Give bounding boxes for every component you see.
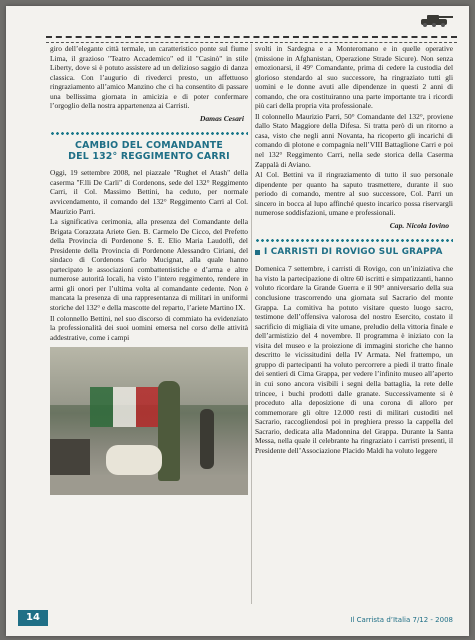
article-paragraph: svolti in Sardegna e a Monteromano e in quelle operative (missione in Afghanistan, Operazione Strade Sicure). Non senza emozionarsi, il 49° Comandante, prima di cedere la custodia del glorioso stendardo al suo successore, ha ringraziato tutti gli uomini e le donne avuti alle dipendenze in questi 2 anni di comando, che ora costituiranno una parte importante tra i ricordi più cari della propria vita professionale. [255,44,453,111]
photo-flag [90,387,160,427]
article-paragraph: Domenica 7 settembre, i carristi di Rovigo, con un’iniziativa che ha visto la partecipazione di oltre 60 iscritti e simpatizzanti, hanno voluto ricordare la Grande Guerra e il 90° anniversario della sua conclusione trascorrendo una giornata sul Sacrario del monte Grappa. La comitiva ha potuto visitare questo luogo sacro, testimone dell’offensiva valorosa del nostro Esercito, costato il sacrificio di migliaia di vite umane, preludio della vittoria finale e dell’armistizio del 4 novembre. Il programma è iniziato con la visita del museo e la proiezione di immagini storiche che hanno descritto le vicissitudini della IV Armata. Nel frattempo, un gruppo di partecipanti ha voluto percorrere a piedi il tratto finale dei sentieri di Cima Grappa, per vedere l’infinito museo all’aperto in cui sono ancora visibili i segni della battaglia, la rete delle trincee, i buchi prodotti dalle granate. Successivamente si è proceduto alla deposizione di una corona di alloro per commemorare gli oltre 12.000 resti di militari custoditi nel Sacrario, raccogliendosi poi in preghiera presso la cappella del Sacrario, dedicata alla Madonnina del Grappa. Durante la Santa Messa, nella quale il celebrante ha ringraziato i carristi presenti, il Presidente dell’Associazione Placido Maldi ha voluto leggere [255,264,453,455]
header-rule [46,36,457,43]
photo-mascot-ram [106,445,162,475]
square-bullet-icon [255,250,260,255]
article-headline [255,247,453,258]
article-paragraph: Il colonnello Bettini, nel suo discorso di commiato ha evidenziato la professionalità dei suoi uomini emersa nel corso delle attività addestrative, come i campi [50,313,248,342]
article-paragraph: Oggi, 19 settembre 2008, nel piazzale "Rughet el Atash" della caserma "F.lli De Carli" di Cordenons, sede del 132° Reggimento Carri, il Col. Massimo Bettini, ha ceduto, per normale avvicendamento, il comando del 132° Reggimento Carri al Col. Maurizio Parri. [50,168,248,216]
left-column [50,44,248,495]
magazine-footer: Il Carrista d’Italia 7/12 - 2008 [350,616,453,624]
dotted-rule [50,131,248,136]
author-signature: Damas Cesari [199,113,244,123]
column-divider [251,44,252,604]
magazine-page [6,6,469,636]
photo-ground [50,475,248,495]
tank-icon [415,12,455,28]
right-column [255,44,453,456]
headline-text: I CARRISTI DI ROVIGO SUL GRAPPA [264,247,443,258]
article-paragraph: La significativa cerimonia, alla presenza del Comandante della Brigata Corazzata Ariete Gen. B. Carmelo De Cicco, del Prefetto della Provincia di Pordenone S. E. Elio Maria Laudolfi, del Presidente della Provincia di Pordenone Alessandro Ciriani, del sindaco di Cordenons Carlo Mucignat, alla quale hanno partecipato le associazioni combattentistiche e d’arma e altre numerose autorità locali, ha visto l’intero reggimento, rendere in armi gli onori per l’ultima volta al comandante cedente. Non è mancata la presenza di una rappresentanza di militari in uniformi storiche del 132° e della mascotte del reparto, l’ariete Martino IX. [50,217,248,313]
author-signature: Cap. Nicola Iovino [389,220,449,230]
headline-line: CAMBIO DEL COMANDANTE [75,140,223,152]
article-paragraph: Il colonnello Maurizio Parri, 50° Comandante del 132°, proviene dallo Stato Maggiore della Difesa. Si tratta però di un ritorno a casa, visto che negli anni Novanta, ha ricoperto gli incarichi di comando di plotone e compagnia nell’VIII Battaglione Carri e poi nel 132° Reggimento Carri, nella sede storica della Caserma Zappalà di Aviano. [255,111,453,169]
headline-line: DEL 132° REGGIMENTO CARRI [68,151,230,163]
article-paragraph: Al Col. Bettini va il ringraziamento di tutto il suo personale dipendente per quanto ha saputo trasmettere, durante il suo periodo di comando, mentre al suo successore, Col. Parri un sincero in bocca al lupo affinché questo incarico possa riservargli numerose soddisfazioni, umane e professionali. [255,170,453,218]
ceremony-photo [50,347,248,495]
page-number: 14 [18,610,48,626]
photo-person [200,409,214,469]
article-headline [50,140,248,162]
article-paragraph: giro dell’elegante città termale, un caratteristico ponte sul fiume Lima, il grazioso "Teatro Accademico" ed il "Casinò" in stile Liberty, dove si è potuto assistere ad un delizioso saggio di danza classica. Con l’augurio di rivederci presto, un affettuoso ringraziamento all’amico Manzino che ci ha consentito di passare una bellissima giornata in amicizia e di poter confermare l’orgoglio della nostra appartenenza ai Carristi. [50,44,248,111]
dotted-rule [255,238,453,243]
